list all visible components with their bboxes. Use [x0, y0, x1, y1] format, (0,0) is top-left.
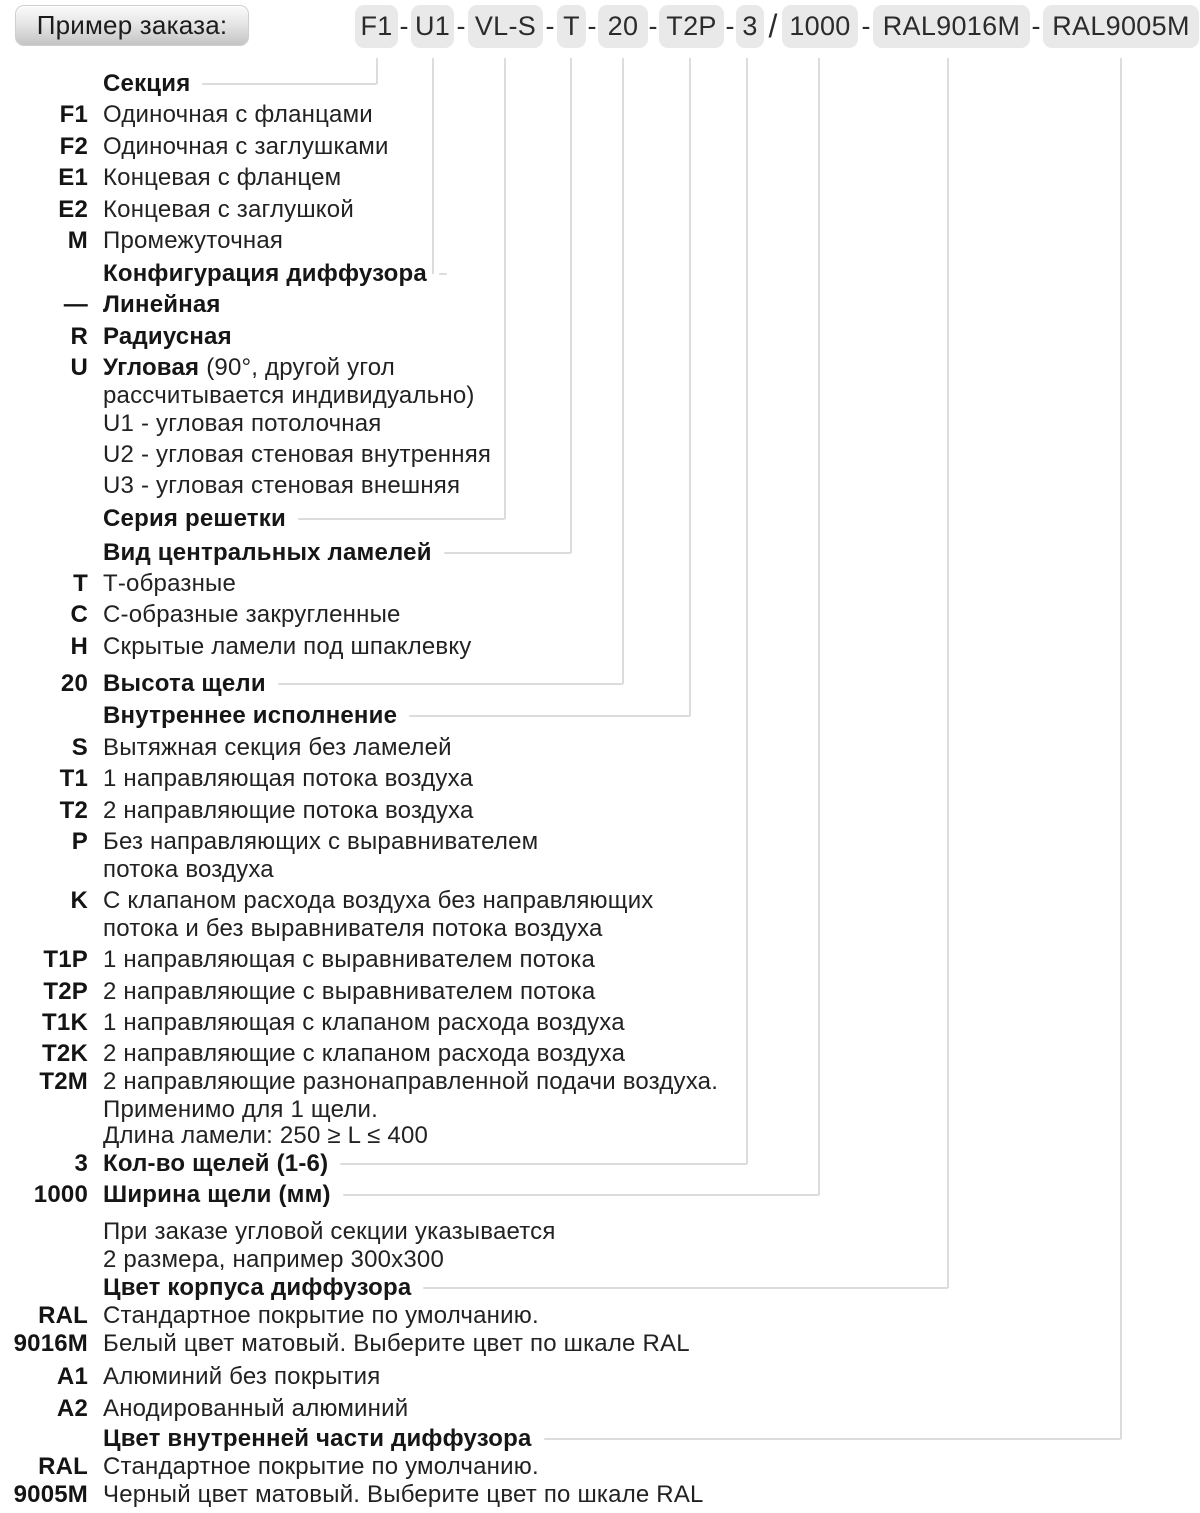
- legend-row-t2m: [0, 1068, 718, 1096]
- row-code: RAL: [38, 1453, 88, 1480]
- row-text: Высота щели: [103, 670, 266, 697]
- row-text: 2 направляющие разнонаправленной подачи воздуха.: [103, 1068, 719, 1095]
- connector-horizontal: [343, 1194, 819, 1196]
- row-code: F1: [59, 101, 88, 128]
- segment-separator: -: [545, 11, 555, 41]
- row-code: T1: [59, 765, 88, 792]
- row-code: T1K: [42, 1009, 88, 1036]
- legend-row-cont: [0, 1122, 428, 1150]
- row-text: 2 направляющие потока воздуха: [103, 797, 474, 824]
- legend-row-cont: [0, 856, 274, 884]
- row-code: U: [70, 354, 88, 381]
- row-text: Конфигурация диффузора: [103, 260, 427, 287]
- row-text: U1 - угловая потолочная: [103, 410, 382, 437]
- legend-row-e1: [0, 164, 341, 192]
- row-code: —: [63, 291, 88, 318]
- section-header-slot-count: [0, 1150, 747, 1178]
- row-code: T: [73, 570, 88, 597]
- row-code: K: [70, 887, 88, 914]
- segment-separator: -: [456, 11, 466, 41]
- row-code: F2: [59, 133, 88, 160]
- code-segment-label: U1: [414, 11, 451, 41]
- row-text: Вид центральных ламелей: [103, 539, 432, 566]
- connector-line-grille-series: [504, 58, 506, 519]
- row-code: RAL: [38, 1302, 88, 1329]
- legend-row-c: [0, 601, 401, 629]
- legend-row-u2: [0, 441, 491, 469]
- row-code: E2: [58, 196, 88, 223]
- legend-row-t2k: [0, 1040, 625, 1068]
- row-code: 9016M: [13, 1330, 88, 1357]
- segment-separator: -: [587, 11, 597, 41]
- row-text-bold: Угловая: [103, 354, 200, 381]
- row-text: Одиночная с заглушками: [103, 133, 389, 160]
- connector-line-slot-width: [818, 58, 820, 1195]
- row-code: S: [71, 734, 88, 761]
- segment-separator: -: [1031, 11, 1041, 41]
- section-header-central-lamella-type: [0, 539, 571, 567]
- row-text: Стандартное покрытие по умолчанию.: [103, 1302, 539, 1329]
- connector-horizontal: [202, 83, 377, 85]
- row-text: Белый цвет матовый. Выберите цвет по шкале RAL: [103, 1330, 690, 1357]
- legend-row-f2: [0, 133, 389, 161]
- row-code: 1000: [33, 1181, 88, 1208]
- connector-line-internal-design: [689, 58, 691, 716]
- row-code: 3: [74, 1150, 88, 1177]
- segment-separator: -: [725, 11, 735, 41]
- row-code: T2: [59, 797, 88, 824]
- code-segment-label: RAL9016M: [882, 11, 1021, 41]
- row-code: T2M: [39, 1068, 88, 1095]
- section-header-slot-width: [0, 1181, 819, 1209]
- legend-row-t1: [0, 765, 473, 793]
- segment-separator-slash: /: [768, 8, 778, 44]
- row-code: R: [70, 323, 88, 350]
- row-text: Стандартное покрытие по умолчанию.: [103, 1453, 539, 1480]
- legend-row-cont: [0, 382, 475, 410]
- code-segment-ral9005m: [1043, 5, 1199, 48]
- row-text: Алюминий без покрытия: [103, 1363, 381, 1390]
- legend-row-cont: [0, 1218, 556, 1246]
- legend-row-a2: [0, 1395, 408, 1423]
- connector-horizontal: [298, 518, 505, 520]
- row-text: рассчитывается индивидуально): [103, 382, 475, 409]
- row-text: Цвет корпуса диффузора: [103, 1274, 412, 1301]
- row-text: Кол-во щелей (1-6): [103, 1150, 329, 1177]
- row-text: 1 направляющая потока воздуха: [103, 765, 474, 792]
- code-segment-label: T2P: [666, 11, 717, 41]
- code-segment-label: T: [563, 11, 580, 41]
- code-segment-label: F1: [360, 11, 393, 41]
- row-text: Ширина щели (мм): [103, 1181, 331, 1208]
- legend-row-r: [0, 323, 232, 351]
- connector-horizontal: [439, 273, 447, 275]
- connector-horizontal: [444, 552, 571, 554]
- legend-row-u1: [0, 410, 382, 438]
- section-header-inner-color: [0, 1425, 1121, 1453]
- row-text: Анодированный алюминий: [103, 1395, 409, 1422]
- row-text: Применимо для 1 щели.: [103, 1096, 379, 1123]
- legend-row-t1p: [0, 946, 595, 974]
- connector-line-central-lamella-type: [570, 58, 572, 553]
- row-text: Черный цвет матовый. Выберите цвет по шкале RAL: [103, 1481, 704, 1508]
- legend-row-u3: [0, 472, 460, 500]
- row-text: С клапаном расхода воздуха без направляющих: [103, 887, 654, 914]
- legend-row-s: [0, 734, 452, 762]
- code-segment-t2p: [659, 5, 724, 48]
- row-text: Т-образные: [103, 570, 237, 597]
- row-text: потока и без выравнивателя потока воздуха: [103, 915, 603, 942]
- row-text: Вытяжная секция без ламелей: [103, 734, 452, 761]
- row-text: Промежуточная: [103, 227, 284, 254]
- code-segment-f1: [355, 5, 398, 48]
- legend-row-t2: [0, 797, 474, 825]
- legend-row-9016m: [0, 1330, 690, 1358]
- code-segment-t: [557, 5, 586, 48]
- row-code: H: [70, 633, 88, 660]
- row-text: 1 направляющая с выравнивателем потока: [103, 946, 595, 973]
- legend-row-ral: [0, 1302, 539, 1330]
- example-order-badge: [15, 5, 249, 46]
- row-text: Линейная: [103, 291, 221, 318]
- legend-row-9005m: [0, 1481, 704, 1509]
- legend-row-linear: [0, 291, 221, 319]
- row-code: T1P: [43, 946, 88, 973]
- code-segment-3: [736, 5, 764, 48]
- connector-horizontal: [340, 1163, 747, 1165]
- code-segment-label: 20: [607, 11, 639, 41]
- code-segment-u1: [411, 5, 454, 48]
- connector-line-body-color: [947, 58, 949, 1288]
- legend-row-a1: [0, 1363, 380, 1391]
- row-text: потока воздуха: [103, 856, 274, 883]
- row-text: Серия решетки: [103, 505, 286, 532]
- row-text: Радиусная: [103, 323, 232, 350]
- segment-separator: -: [861, 11, 871, 41]
- row-code: M: [67, 227, 88, 254]
- section-header-diffuser-configuration: [0, 260, 433, 288]
- row-code: 20: [60, 670, 88, 697]
- row-text: Секция: [103, 70, 191, 97]
- row-text: При заказе угловой секции указывается: [103, 1218, 556, 1245]
- row-code: 9005M: [13, 1481, 88, 1508]
- legend-row-t2p: [0, 978, 595, 1006]
- row-code: T2K: [42, 1040, 88, 1067]
- section-header-slot-height: [0, 670, 623, 698]
- code-segment-label: RAL9005M: [1052, 11, 1190, 41]
- row-text: С-образные закругленные: [103, 601, 401, 628]
- code-segment-vls: [468, 5, 543, 48]
- row-text: Одиночная с фланцами: [103, 101, 373, 128]
- connector-horizontal: [423, 1287, 948, 1289]
- connector-line-slot-height: [622, 58, 624, 684]
- section-header-internal-design: [0, 702, 690, 730]
- row-text: Концевая с фланцем: [103, 164, 342, 191]
- legend-row-k: [0, 887, 654, 915]
- section-header-body-color: [0, 1274, 948, 1302]
- row-code: E1: [58, 164, 88, 191]
- legend-row-cont: [0, 915, 603, 943]
- legend-row-t1k: [0, 1009, 625, 1037]
- row-text: Скрытые ламели под шпаклевку: [103, 633, 472, 660]
- row-text: 2 направляющие с выравнивателем потока: [103, 978, 596, 1005]
- row-text: 2 размера, например 300x300: [103, 1246, 445, 1273]
- connector-horizontal: [409, 715, 690, 717]
- row-code: A1: [56, 1363, 88, 1390]
- row-text: Внутреннее исполнение: [103, 702, 398, 729]
- code-segment-20: [598, 5, 648, 48]
- code-segment-1000: [782, 5, 858, 48]
- row-text: Цвет внутренней части диффузора: [103, 1425, 532, 1452]
- row-text: Без направляющих с выравнивателем: [103, 828, 539, 855]
- code-segment-ral9016m: [873, 5, 1030, 48]
- code-segment-label: 3: [742, 11, 758, 41]
- row-code: A2: [56, 1395, 88, 1422]
- legend-row-f1: [0, 101, 373, 129]
- row-text: U3 - угловая стеновая внешняя: [103, 472, 461, 499]
- connector-horizontal: [544, 1438, 1121, 1440]
- legend-row-cont: [0, 1096, 378, 1124]
- legend-row-u: [0, 354, 395, 382]
- connector-line-diffuser-configuration: [432, 58, 434, 274]
- row-text: Длина ламели: 250 ≥ L ≤ 400: [103, 1122, 429, 1149]
- row-text: Концевая с заглушкой: [103, 196, 354, 223]
- legend-row-ral: [0, 1453, 539, 1481]
- row-text: (90°, другой угол: [206, 354, 396, 381]
- legend-row-t: [0, 570, 236, 598]
- row-text: 1 направляющая с клапаном расхода воздуха: [103, 1009, 625, 1036]
- row-text: U2 - угловая стеновая внутренняя: [103, 441, 492, 468]
- connector-line-slot-count: [746, 58, 748, 1164]
- row-code: P: [71, 828, 88, 855]
- legend-row-m: [0, 227, 283, 255]
- legend-row-cont: [0, 1246, 444, 1274]
- code-segment-label: VL-S: [474, 11, 537, 41]
- legend-row-h: [0, 633, 472, 661]
- legend-row-p: [0, 828, 538, 856]
- segment-separator: -: [648, 11, 658, 41]
- row-code: C: [70, 601, 88, 628]
- example-order-label: Пример заказа:: [36, 10, 228, 40]
- segment-separator: -: [399, 11, 409, 41]
- row-text: 2 направляющие с клапаном расхода воздуха: [103, 1040, 626, 1067]
- row-code: T2P: [43, 978, 88, 1005]
- connector-horizontal: [278, 683, 623, 685]
- code-segment-label: 1000: [789, 11, 851, 41]
- legend-row-e2: [0, 196, 354, 224]
- section-header-grille-series: [0, 505, 505, 533]
- connector-line-inner-color: [1120, 58, 1122, 1439]
- section-header-section: [0, 70, 377, 98]
